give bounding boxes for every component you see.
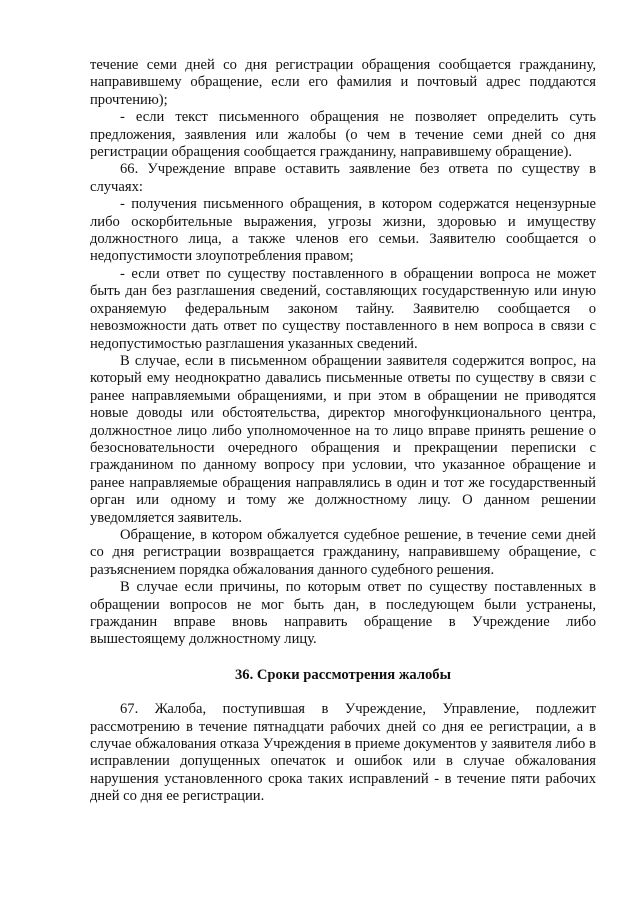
- paragraph: - если ответ по существу поставленного в обращении вопроса не может быть дан без разглашения сведений, составляющих государственную или иную охраняемую федеральным законом тайну. Заявителю сообщается о невозможности дать ответ по существу поставленного в нем вопроса в связи с недопустимостью разглашения указанных сведений.: [90, 265, 596, 352]
- paragraph: Обращение, в котором обжалуется судебное решение, в течение семи дней со дня регистрации возвращается гражданину, направившему обращение, с разъяснением порядка обжалования данного судебного решения.: [90, 526, 596, 578]
- paragraph: течение семи дней со дня регистрации обращения сообщается гражданину, направившему обращение, если его фамилия и почтовый адрес поддаются прочтению);: [90, 57, 596, 108]
- paragraph: - если текст письменного обращения не позволяет определить суть предложения, заявления или жалобы (о чем в течение семи дней со дня регистрации обращения сообщается гражданину, направившему обращение).: [90, 109, 596, 161]
- section-heading: 36. Сроки рассмотрения жалобы: [234, 666, 451, 683]
- paragraph: 66. Учреждение вправе оставить заявление без ответа по существу в случаях:: [90, 161, 596, 195]
- paragraph-group-bottom: [90, 701, 596, 805]
- paragraph-group-top: [90, 57, 596, 649]
- paragraph: - получения письменного обращения, в котором содержатся нецензурные либо оскорбительные выражения, угрозы жизни, здоровью и имуществу должностного лица, а также членов его семьи. Заявителю сообщается о недопустимости злоупотребления правом;: [90, 196, 596, 265]
- paragraph: 67. Жалоба, поступившая в Учреждение, Управление, подлежит рассмотрению в течение пятнадцати рабочих дней со дня ее регистрации, а в случае обжалования отказа Учреждения в приеме документов у заявителя либо в исправлении допущенных опечаток и ошибок или в случае обжалования нарушения установленного срока таких исправлений - в течение пяти рабочих дней со дня ее регистрации.: [90, 701, 596, 805]
- paragraph: В случае, если в письменном обращении заявителя содержится вопрос, на который ему неоднократно давались письменные ответы по существу в связи с ранее направляемыми обращениями, и при этом в обращении не приводятся новые доводы или обстоятельства, директор многофункционального центра, должностное лицо либо уполномоченное на то лицо вправе принять решение о безосновательности очередного обращения и прекращении переписки с гражданином по данному вопросу при условии, что указанное обращение и ранее направляемые обращения направлялись в один и тот же государственный орган или одному и тому же должностному лицу. О данном решении уведомляется заявитель.: [90, 352, 596, 526]
- paragraph: В случае если причины, по которым ответ по существу поставленных в обращении вопросов не мог быть дан, в последующем были устранены, гражданин вправе вновь направить обращение в Учреждение либо вышестоящему должностному лицу.: [90, 579, 596, 648]
- document-page: [90, 57, 596, 806]
